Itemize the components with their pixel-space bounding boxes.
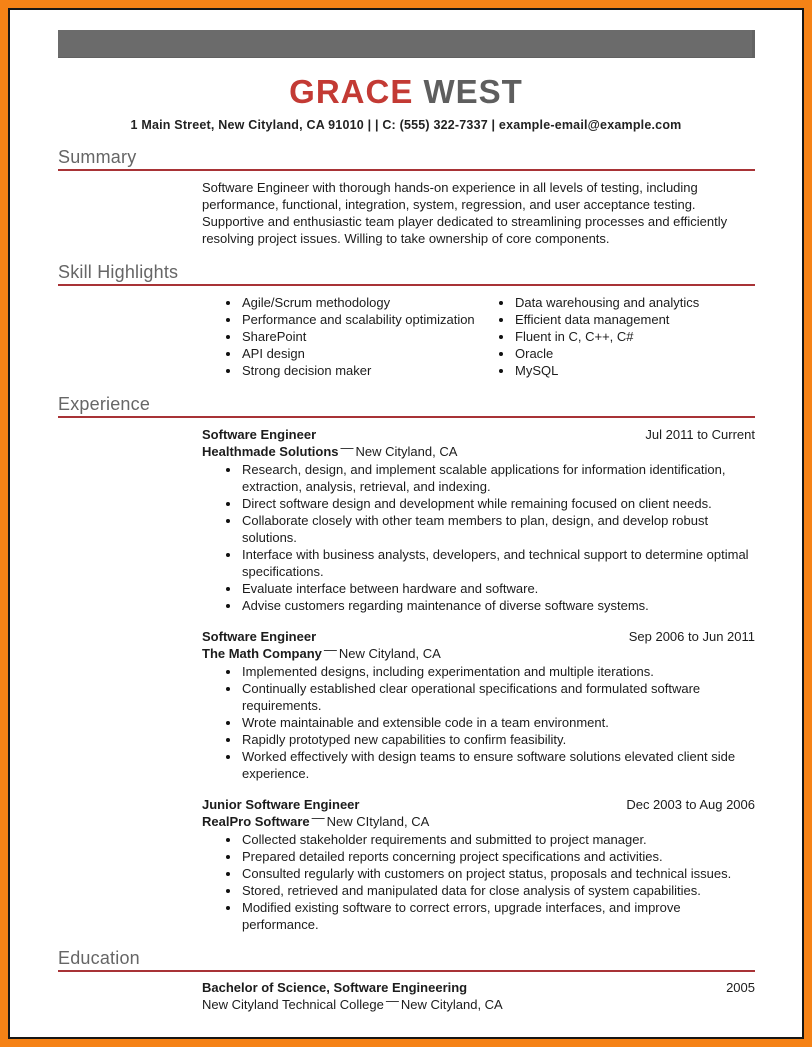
job-bullet: Rapidly prototyped new capabilities to confirm feasibility. (202, 731, 755, 748)
skill-item: Strong decision maker (202, 362, 475, 379)
experience-rule (58, 416, 755, 418)
skill-item: Efficient data management (475, 311, 755, 328)
job-bullet: Advise customers regarding maintenance of diverse software systems. (202, 597, 755, 614)
page-title (10, 75, 802, 109)
job-bullet: Consulted regularly with customers on project status, proposals and technical issues. (202, 865, 755, 882)
job-bullet: Direct software design and development while remaining focused on client needs. (202, 495, 755, 512)
education-degree: Bachelor of Science, Software Engineering (202, 980, 468, 995)
dash-separator: — (340, 440, 354, 455)
experience-content (202, 426, 755, 933)
job-bullet: Collaborate closely with other team members to plan, design, and develop robust solutions. (202, 512, 755, 546)
job-company-line (202, 440, 755, 460)
skills-rule (58, 284, 755, 286)
job-location: New CItyland, CA (326, 814, 430, 829)
job-location: New Cityland, CA (338, 646, 441, 661)
section-summary (10, 147, 802, 247)
skill-item: Fluent in C, C++, C# (475, 328, 755, 345)
skill-item: Performance and scalability optimization (202, 311, 475, 328)
resume-inner-frame (8, 8, 804, 1039)
summary-content (202, 179, 755, 247)
job-bullets (202, 831, 755, 933)
job-dates: Jul 2011 to Current (645, 427, 755, 442)
job-bullet: Continually established clear operational specifications and formulated software requirements. (202, 680, 755, 714)
job-company: Healthmade Solutions (202, 444, 339, 459)
education-school-line (202, 993, 755, 1013)
section-experience (10, 394, 802, 933)
education-content (202, 979, 755, 1013)
experience-heading: Experience (58, 394, 151, 414)
section-education (10, 948, 802, 1013)
skill-item: Oracle (475, 345, 755, 362)
job-location: New Cityland, CA (355, 444, 458, 459)
education-header (202, 979, 755, 996)
skill-item: MySQL (475, 362, 755, 379)
summary-rule (58, 169, 755, 171)
job-bullet: Modified existing software to correct errors, upgrade interfaces, and improve performance. (202, 899, 755, 933)
summary-heading: Summary (58, 147, 137, 167)
summary-text: Software Engineer with thorough hands-on experience in all levels of testing, including performance, functional, integration, system, regression, and user acceptance testing. Supportive and enthusiastic team player dedicated to streamlining processes and efficiently resolving project issues. Willing to take ownership of core components. (202, 180, 728, 246)
education-rule (58, 970, 755, 972)
job-entry (202, 796, 755, 933)
job-bullet: Prepared detailed reports concerning project specifications and activities. (202, 848, 755, 865)
contact-line: 1 Main Street, New Cityland, CA 91010 | | C: (555) 322-7337 | example-email@example.com (130, 118, 682, 132)
skill-item: SharePoint (202, 328, 475, 345)
dash-separator: — (323, 642, 337, 657)
job-title: Software Engineer (202, 629, 317, 644)
dash-separator: — (311, 810, 325, 825)
job-bullet: Stored, retrieved and manipulated data for close analysis of system capabilities. (202, 882, 755, 899)
job-bullet: Worked effectively with design teams to ensure software solutions elevated client side experience. (202, 748, 755, 782)
job-bullet: Evaluate interface between hardware and software. (202, 580, 755, 597)
skill-item: API design (202, 345, 475, 362)
job-dates: Sep 2006 to Jun 2011 (628, 629, 755, 644)
section-skills (10, 262, 802, 379)
skills-column-left (202, 294, 475, 379)
skill-item: Agile/Scrum methodology (202, 294, 475, 311)
job-company: RealPro Software (202, 814, 310, 829)
job-header (202, 796, 755, 813)
job-dates: Dec 2003 to Aug 2006 (626, 797, 755, 812)
education-school: New Cityland Technical College (202, 997, 384, 1012)
dash-separator: — (385, 993, 399, 1008)
job-bullet: Collected stakeholder requirements and submitted to project manager. (202, 831, 755, 848)
job-company-line (202, 810, 755, 830)
education-year: 2005 (726, 980, 755, 995)
skills-heading: Skill Highlights (58, 262, 179, 282)
skills-columns (202, 294, 755, 379)
skill-item: Data warehousing and analytics (475, 294, 755, 311)
job-bullet: Implemented designs, including experimentation and multiple iterations. (202, 663, 755, 680)
job-header (202, 628, 755, 645)
job-entry (202, 426, 755, 614)
job-bullets (202, 461, 755, 614)
skills-column-right (475, 294, 755, 379)
job-bullet: Interface with business analysts, developers, and technical support to determine optimal specifications. (202, 546, 755, 580)
job-title: Junior Software Engineer (202, 797, 360, 812)
job-company: The Math Company (202, 646, 322, 661)
job-entry (202, 628, 755, 782)
job-bullets (202, 663, 755, 782)
first-name: GRACE (289, 73, 414, 110)
job-bullet: Research, design, and implement scalable applications for information identification, extraction, analysis, retrieval, and indexing. (202, 461, 755, 495)
job-header (202, 426, 755, 443)
header-bar (58, 30, 755, 58)
education-heading: Education (58, 948, 140, 968)
job-bullet: Wrote maintainable and extensible code in a team environment. (202, 714, 755, 731)
education-location: New Cityland, CA (400, 997, 503, 1012)
job-title: Software Engineer (202, 427, 317, 442)
job-company-line (202, 642, 755, 662)
last-name: WEST (423, 73, 523, 110)
